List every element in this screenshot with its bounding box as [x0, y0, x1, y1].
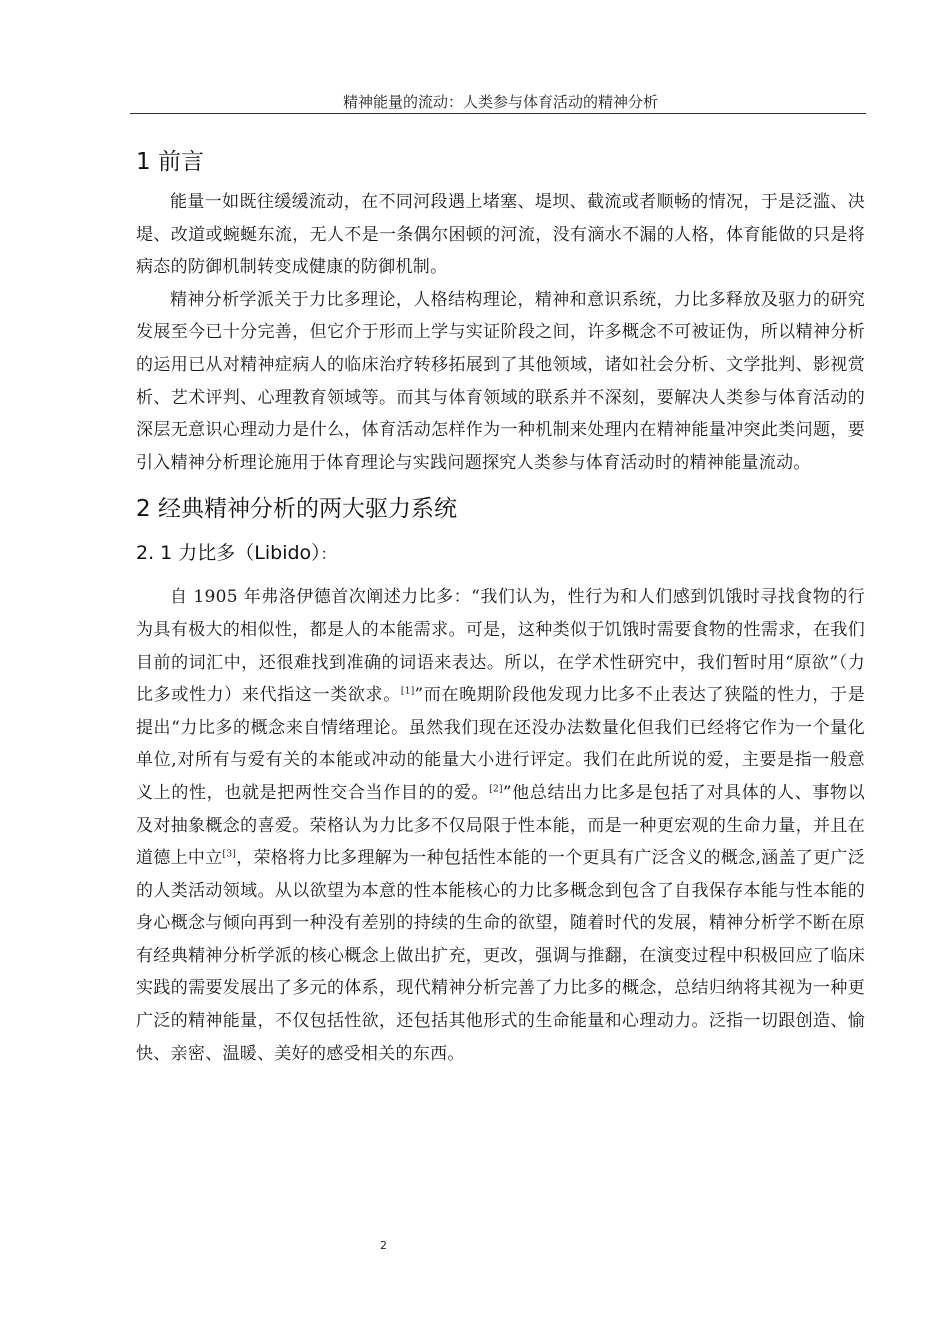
paragraph-preface-2: 精神分析学派关于力比多理论，人格结构理论，精神和意识系统，力比多释放及驱力的研究发展至今已十分完善，但它介于形而上学与实证阶段之间，许多概念不可被证伪，所以精神分析的运用已从对精神症病人的临床治疗转移拓展到了其他领域，诸如社会分析、文学批判、影视赏析、艺术评判、心理教育领域等。而其与体育领域的联系并不深刻，要解决人类参与体育活动的深层无意识心理动力是什么，体育活动怎样作为一种机制来处理内在精神能量冲突此类问题，要引入精神分析理论施用于体育理论与实践问题探究人类参与体育活动时的精神能量流动。: [136, 289, 865, 473]
page-content: [136, 138, 865, 1070]
libido-text-part-d: ，荣格将力比多理解为一种包括性本能的一个更具有广泛含义的概念,涵盖了更广泛的人类活动领域。从以欲望为本意的性本能核心的力比多概念到包含了自我保存本能与性本能的身心概念与倾向再到一种没有差别的持续的生命的欲望，随着时代的发展，精神分析学不断在原有经典精神分析学派的核心概念上做出扩充，更改，强调与推翻，在演变过程中积极回应了临床实践的需要发展出了多元的体系，现代精神分析完善了力比多的概念，总结归纳将其视为一种更广泛的精神能量，不仅包括性欲，还包括其他形式的生命能量和心理动力。泛指一切跟创造、愉快、亲密、温暖、美好的感受相关的东西。: [136, 848, 865, 1064]
header-rule: [130, 113, 866, 114]
running-header: 精神能量的流动：人类参与体育活动的精神分析: [342, 93, 658, 111]
subsection-heading-libido-text: 2. 1 力比多（Libido）: [136, 542, 321, 565]
subsection-heading-colon: ：: [320, 545, 336, 564]
citation-ref-2: [2]: [489, 784, 503, 795]
subsection-heading-libido: [136, 533, 865, 573]
citation-ref-1: [1]: [400, 686, 415, 697]
paragraph-preface-1: 能量一如既往缓缓流动，在不同河段遇上堵塞、堤坝、截流或者顺畅的情况，于是泛滥、决堤、改道或蜿蜒东流，无人不是一条偶尔困顿的河流，没有滴水不漏的人格，体育能做的只是将病态的防御机制转变成健康的防御机制。: [136, 192, 865, 278]
section-heading-preface: 1 前言: [136, 149, 204, 175]
citation-ref-3: [3]: [222, 849, 237, 860]
page-number: 2: [380, 1239, 387, 1252]
paragraph-libido: [136, 581, 865, 1070]
section-heading-drive-systems: 2 经典精神分析的两大驱力系统: [136, 496, 457, 523]
libido-text-part-c: ”他总结出力比多是包括了对具体的人、事物以及对抽象概念的喜爱。荣格认为力比多不仅局限于性本能，而是一种更宏观的生命力量，并且在道德上中立: [136, 782, 865, 869]
libido-text-part-a: 自 1905 年弗洛伊德首次阐述力比多：“我们认为，性行为和人们感到饥饿时寻找食物的行为具有极大的相似性，都是人的本能需求。可是，这种类似于饥饿时需要食物的性需求，在我们目前的词汇中，还很难找到准确的词语来表达。所以，在学术性研究中，我们暂时用“原欲”（力比多或性力）来代指这一类欲求。: [136, 587, 865, 706]
libido-text-part-b: ”而在晚期阶段他发现力比多不止表达了狭隘的性力，于是提出“力比多的概念来自情绪理论。虽然我们现在还没办法数量化但我们已经将它作为一个量化单位,对所有与爱有关的本能或冲动的能量大小进行评定。我们在此所说的爱，主要是指一般意义上的性，也就是把两性交合当作目的的爱。: [136, 685, 866, 803]
